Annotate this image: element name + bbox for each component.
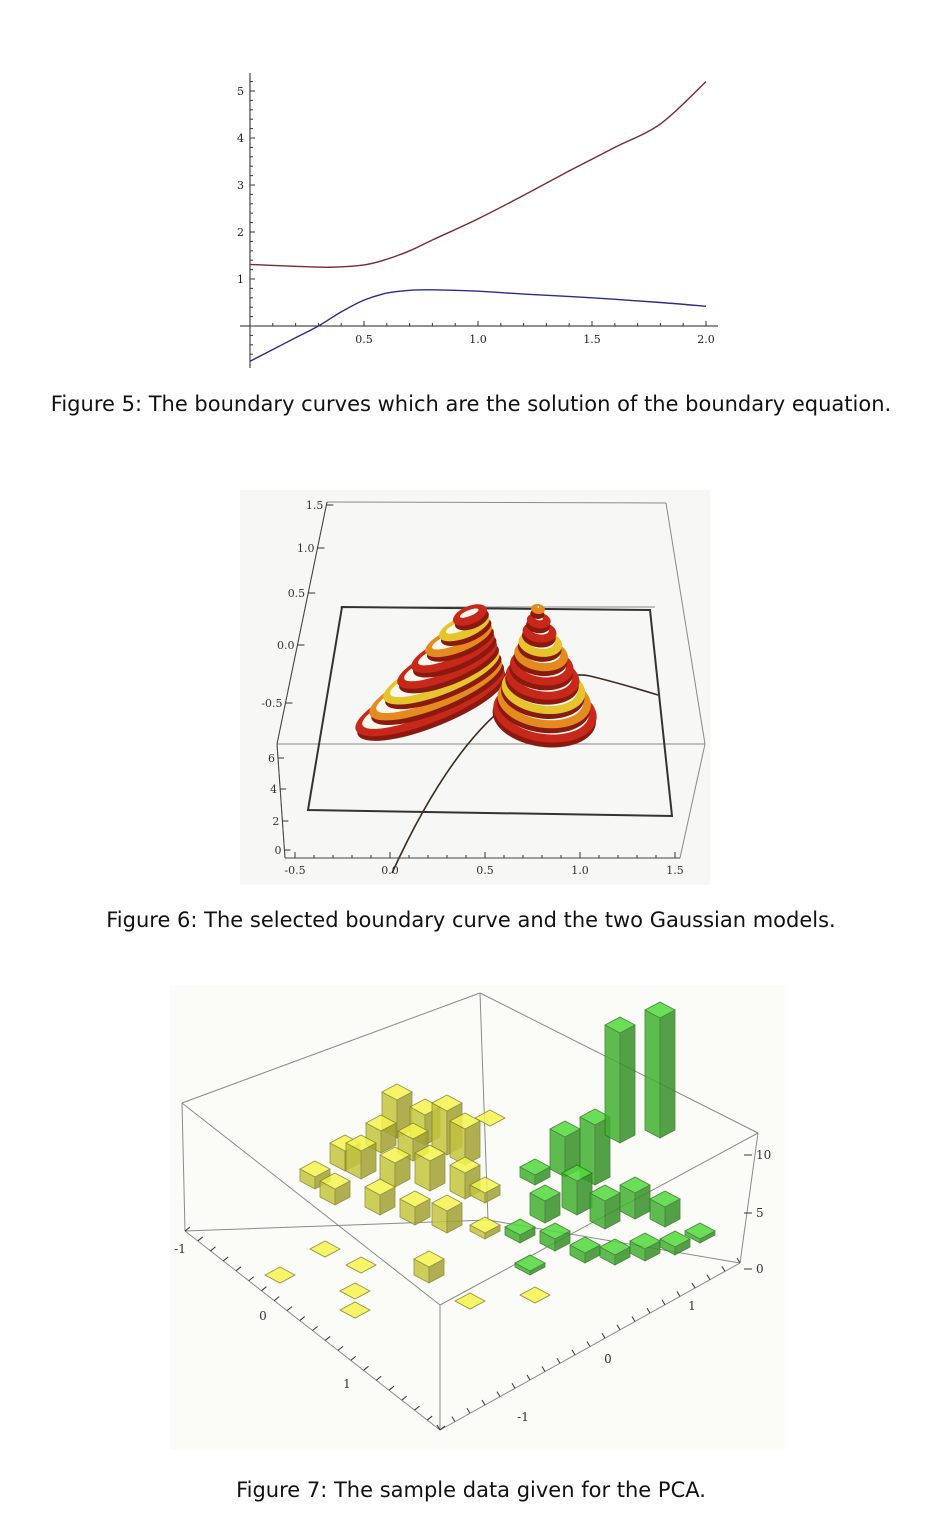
figure-6-caption: Figure 6: The selected boundary curve and the two Gaussian models. [106, 908, 836, 932]
figure-5-x-tick-label: 2.0 [697, 333, 715, 346]
figure-7-bar-green [605, 1017, 635, 1143]
figure-6-x-tick-label: -0.5 [284, 864, 306, 877]
figure-6-vertical-tick-label: 0.5 [287, 587, 306, 600]
figure-6-vertical-tick-label: 1.0 [296, 542, 315, 555]
figure-7-bar-green [650, 1191, 680, 1227]
figure-7-left-tick-label: -1 [174, 1242, 186, 1256]
figure-7-bar-green [620, 1177, 650, 1219]
figure-6-depth-tick-label: 4 [270, 783, 278, 796]
figure-7-chart [170, 985, 785, 1450]
figure-6-vertical-tick-label: 1.5 [305, 499, 324, 512]
figure-6-x-tick-label: 1.5 [666, 864, 684, 877]
figure-7-front-tick-label: 1 [688, 1299, 696, 1313]
figure-7-bar-green [590, 1185, 620, 1229]
figure-6-chart [240, 490, 710, 885]
figure-5-series-line-1 [250, 82, 706, 268]
figure-5-x-tick-label: 0.5 [355, 333, 373, 346]
figure-7-z-tick-label: 0 [756, 1262, 764, 1276]
figure-5-y-tick-label: 4 [237, 132, 244, 145]
figure-7-bar-green [562, 1165, 592, 1215]
figure-7-bar-yellow [432, 1195, 462, 1233]
figure-7-front-tick-label: 0 [604, 1352, 612, 1366]
figure-6-x-tick-label: 0.0 [381, 864, 399, 877]
figure-7-bar-green [645, 1002, 675, 1138]
figure-7-front-tick-label: -1 [517, 1410, 529, 1424]
figure-7-left-tick-label: 1 [343, 1377, 351, 1391]
figure-5-x-tick-label: 1.0 [469, 333, 487, 346]
figure-5-caption: Figure 5: The boundary curves which are the solution of the boundary equation. [50, 392, 892, 416]
figure-6-x-tick-label: 0.5 [476, 864, 494, 877]
figure-7-bar-green [530, 1185, 560, 1223]
figure-5-y-tick-label: 5 [237, 85, 244, 98]
figure-5-y-tick-label: 1 [237, 273, 244, 286]
figure-6-vertical-tick-label: -0.5 [261, 697, 283, 710]
figure-7-caption: Figure 7: The sample data given for the PCA. [236, 1478, 706, 1502]
figure-7-bar-yellow [415, 1145, 445, 1191]
figure-6-depth-tick-label: 0 [274, 844, 282, 857]
figure-5-y-tick-label: 2 [237, 226, 244, 239]
figure-7-z-tick-label: 10 [756, 1148, 772, 1162]
figure-5-x-tick-label: 1.5 [583, 333, 601, 346]
figure-6-vertical-tick-label: 0.0 [276, 639, 295, 652]
figure-7-bar-yellow [365, 1179, 395, 1215]
figure-6-depth-tick-label: 6 [267, 752, 275, 765]
figure-5-chart [220, 68, 730, 373]
figure-6-x-tick-label: 1.0 [571, 864, 589, 877]
figure-7-z-tick-label: 5 [756, 1206, 764, 1220]
figure-7-bar-yellow [346, 1135, 376, 1179]
figure-7-left-tick-label: 0 [259, 1309, 267, 1323]
figure-6-depth-tick-label: 2 [272, 815, 280, 828]
figure-5-y-tick-label: 3 [237, 179, 244, 192]
